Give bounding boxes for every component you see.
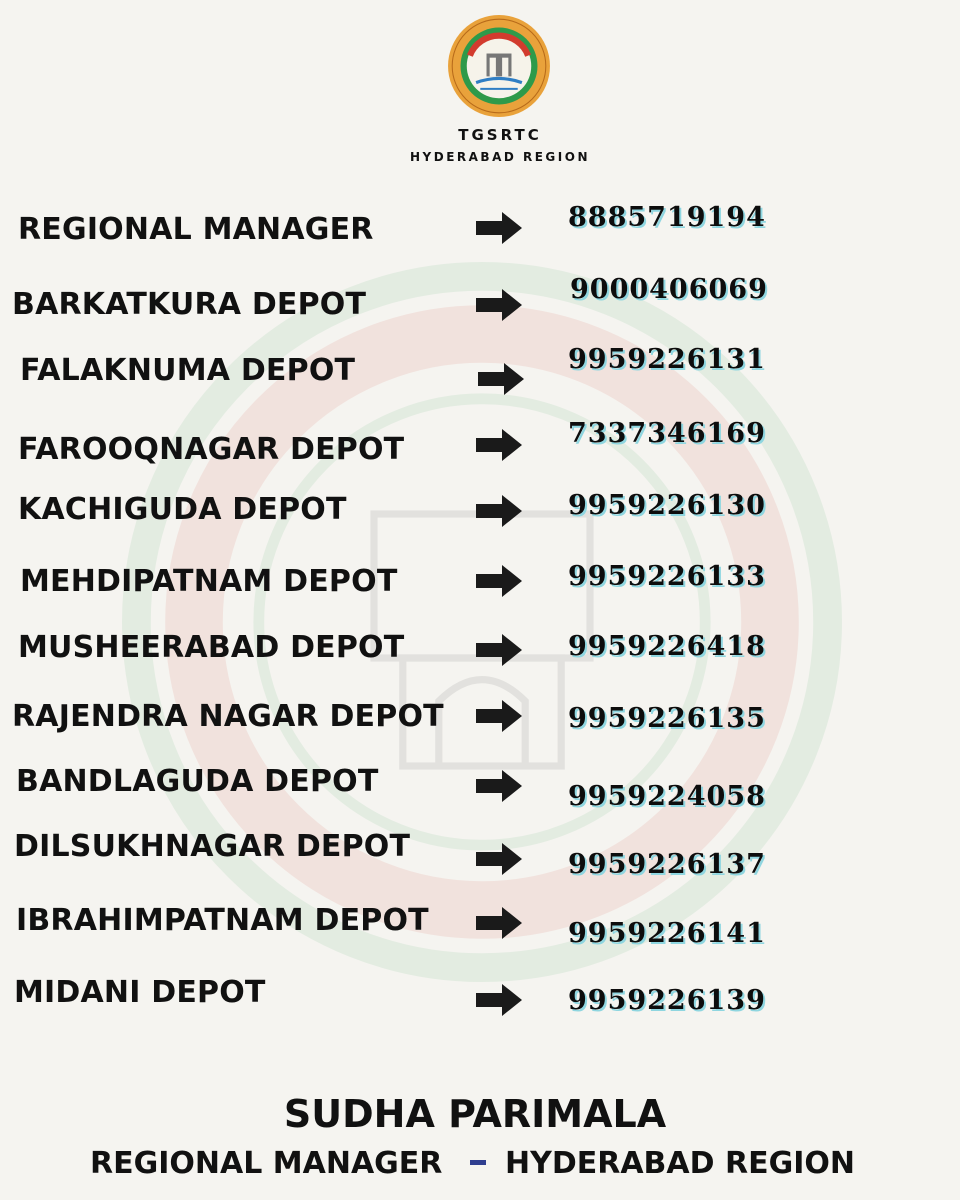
right-arrow-icon bbox=[474, 287, 524, 323]
contact-phone: 9000406069 bbox=[570, 274, 768, 305]
right-arrow-icon bbox=[474, 493, 524, 529]
contact-label: MEHDIPATNAM DEPOT bbox=[20, 564, 398, 599]
contact-label: BARKATKURA DEPOT bbox=[12, 287, 367, 322]
right-arrow-icon bbox=[474, 905, 524, 941]
contact-label: KACHIGUDA DEPOT bbox=[18, 492, 347, 527]
signatory-title: REGIONAL MANAGER bbox=[90, 1146, 443, 1181]
contact-label: FALAKNUMA DEPOT bbox=[20, 353, 356, 388]
contact-phone: 9959226131 bbox=[568, 344, 766, 375]
right-arrow-icon bbox=[476, 361, 526, 397]
org-region: HYDERABAD REGION bbox=[410, 150, 590, 164]
contact-phone: 9959226137 bbox=[568, 849, 766, 880]
right-arrow-icon bbox=[474, 982, 524, 1018]
title-separator bbox=[470, 1160, 486, 1165]
right-arrow-icon bbox=[474, 768, 524, 804]
contact-phone: 9959226135 bbox=[568, 703, 766, 734]
tgsrtc-logo bbox=[447, 14, 551, 118]
contact-label: BANDLAGUDA DEPOT bbox=[16, 764, 379, 799]
right-arrow-icon bbox=[474, 427, 524, 463]
contact-phone: 9959224058 bbox=[568, 781, 766, 812]
signatory-name: SUDHA PARIMALA bbox=[283, 1092, 667, 1136]
signatory-region: HYDERABAD REGION bbox=[505, 1146, 855, 1181]
org-name: TGSRTC bbox=[458, 126, 542, 144]
contact-phone: 8885719194 bbox=[568, 202, 766, 233]
right-arrow-icon bbox=[474, 210, 524, 246]
contact-phone: 9959226139 bbox=[568, 985, 766, 1016]
right-arrow-icon bbox=[474, 698, 524, 734]
right-arrow-icon bbox=[474, 563, 524, 599]
contact-phone: 9959226130 bbox=[568, 490, 766, 521]
contact-label: REGIONAL MANAGER bbox=[18, 212, 374, 247]
right-arrow-icon bbox=[474, 841, 524, 877]
contact-label: IBRAHIMPATNAM DEPOT bbox=[16, 903, 429, 938]
contact-label: MUSHEERABAD DEPOT bbox=[18, 630, 405, 665]
contact-label: DILSUKHNAGAR DEPOT bbox=[14, 829, 411, 864]
right-arrow-icon bbox=[474, 632, 524, 668]
contact-phone: 9959226418 bbox=[568, 631, 766, 662]
contact-label: FAROOQNAGAR DEPOT bbox=[18, 432, 405, 467]
contact-label: MIDANI DEPOT bbox=[14, 975, 266, 1010]
contact-label: RAJENDRA NAGAR DEPOT bbox=[12, 699, 444, 734]
contact-phone: 7337346169 bbox=[568, 418, 766, 449]
contact-phone: 9959226133 bbox=[568, 561, 766, 592]
contact-phone: 9959226141 bbox=[568, 918, 766, 949]
